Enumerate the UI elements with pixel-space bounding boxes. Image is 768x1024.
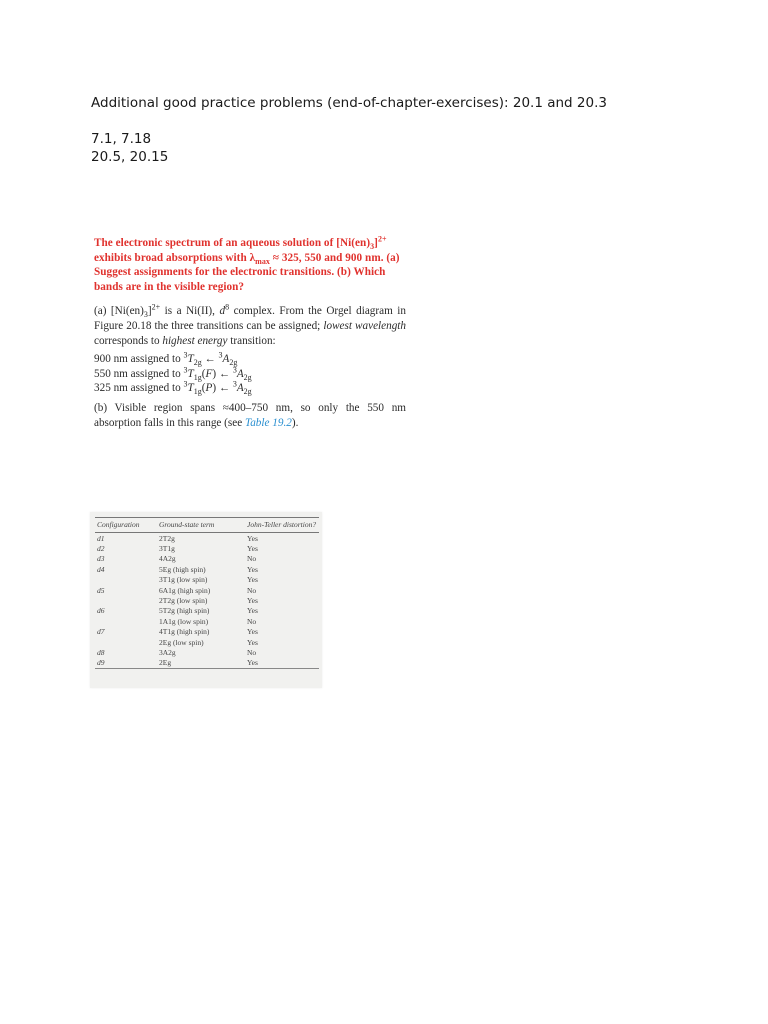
problem-question: The electronic spectrum of an aqueous solution of $[Ni(en)_3]^{2+}$ exhibits broad absorptions with $\lambda_{max} \approx 325$, 550 and 900 nm. (a) Suggest assignments for the electronic transitions. (b) Which bands are in the visible region? xyxy=(94,234,400,293)
distortion-cell: Yes xyxy=(247,606,258,616)
table-row xyxy=(95,658,319,669)
answer-b-end: ). xyxy=(291,416,299,429)
distortion-cell: No xyxy=(247,616,257,626)
distortion-cell: No xyxy=(247,585,257,595)
assignment-325: 325 nm assigned to $^3T_{1g}(P)$ ← $^3A_{2g}$ xyxy=(94,379,252,397)
term-cell: 2Eg xyxy=(157,658,245,669)
config-cell xyxy=(95,637,157,647)
term-cell: 4A2g xyxy=(159,554,176,564)
table-link[interactable]: Table 19.2 xyxy=(245,416,292,429)
table-row xyxy=(95,575,319,585)
term-cell: 2T2g (low spin) xyxy=(159,596,208,606)
highest-energy-text: highest energy xyxy=(162,334,228,347)
assignment-550-label: 550 nm assigned to xyxy=(94,367,184,380)
table-row xyxy=(95,647,319,657)
reference-line: 7.1, 7.18 xyxy=(91,131,152,147)
assignment-900-label: 900 nm assigned to xyxy=(94,353,184,366)
term-cell: 2Eg (low spin) xyxy=(159,637,204,647)
term-cell: 3T1g (low spin) xyxy=(159,575,208,585)
term-cell: 4T1g (high spin) xyxy=(159,627,210,637)
distortion-cell: Yes xyxy=(247,544,258,554)
column-header: Ground-state term xyxy=(157,518,245,533)
config-cell: d6 xyxy=(97,606,105,616)
jahn-teller-table xyxy=(95,517,319,669)
distortion-cell: Yes xyxy=(247,637,258,647)
term-cell: 1A1g (low spin) xyxy=(159,616,209,626)
config-cell: d2 xyxy=(97,544,105,554)
term-cell: 3A2g xyxy=(159,647,176,657)
config-cell: d1 xyxy=(97,533,105,543)
column-header: Configuration xyxy=(95,518,157,533)
distortion-cell: Yes xyxy=(247,575,258,585)
distortion-cell: Yes xyxy=(247,596,258,606)
table-row xyxy=(95,616,319,626)
config-cell: d7 xyxy=(97,627,105,637)
assignment-550: 550 nm assigned to $^3T_{1g}(F)$ ← $^3A_{2g}$ xyxy=(94,365,252,382)
table-row xyxy=(95,533,319,544)
answer-a-transition: transition: xyxy=(227,334,276,347)
config-cell xyxy=(95,575,157,585)
distortion-cell: No xyxy=(247,554,257,564)
table-row xyxy=(95,595,319,605)
distortion-cell: Yes xyxy=(247,564,258,574)
term-cell: 5Eg (high spin) xyxy=(159,564,206,574)
config-cell: d3 xyxy=(97,554,105,564)
scanned-problem xyxy=(94,236,406,434)
distortion-cell: Yes xyxy=(245,658,319,669)
config-cell: d8 xyxy=(97,647,105,657)
answer-b-text: (b) Visible region spans ≈400–750 nm, so only the 550 nm absorption falls in this range (see xyxy=(94,401,406,429)
table-row xyxy=(95,554,319,564)
assignment-900: 900 nm assigned to $^3T_{2g}$ ← $^3A_{2g}$ xyxy=(94,350,238,368)
term-cell: 2T2g xyxy=(159,533,175,543)
table-row xyxy=(95,585,319,595)
table-row xyxy=(95,637,319,647)
column-header: John-Teller distortion? xyxy=(245,518,319,533)
table-row xyxy=(95,627,319,637)
assignments xyxy=(94,352,406,396)
problem-references xyxy=(91,130,168,166)
reference-line: 20.5, 20.15 xyxy=(91,149,169,165)
term-cell: 3T1g xyxy=(159,544,175,554)
answer-a-corresponds: corresponds to xyxy=(94,334,163,347)
intro-text: Additional good practice problems (end-of-chapter-exercises): 20.1 and 20.3 xyxy=(91,95,607,111)
table-row xyxy=(95,564,319,574)
config-cell xyxy=(95,616,157,626)
answer-part-b xyxy=(94,401,406,430)
term-cell: 6A1g (high spin) xyxy=(159,585,211,595)
table-row xyxy=(95,606,319,616)
assignment-325-label: 325 nm assigned to xyxy=(94,382,184,395)
lowest-wavelength-text: lowest wavelength xyxy=(323,319,406,332)
distortion-cell: Yes xyxy=(247,533,258,543)
config-cell xyxy=(95,595,157,605)
answer-part-a: (a) $[Ni(en)_3]^{2+}$ is a Ni(II), $d^8$ complex. From the Orgel diagram in Figure 20.18 the three transitions can be assigned; lowest wavelength corresponds to highest energy transition: xyxy=(94,302,407,347)
config-cell: d5 xyxy=(97,585,105,595)
distortion-cell: No xyxy=(247,647,257,657)
table-row xyxy=(95,543,319,553)
config-cell: d9 xyxy=(95,658,157,669)
jahn-teller-table-image xyxy=(90,512,322,688)
term-cell: 5T2g (high spin) xyxy=(159,606,210,616)
distortion-cell: Yes xyxy=(247,627,258,637)
config-cell: d4 xyxy=(97,564,105,574)
